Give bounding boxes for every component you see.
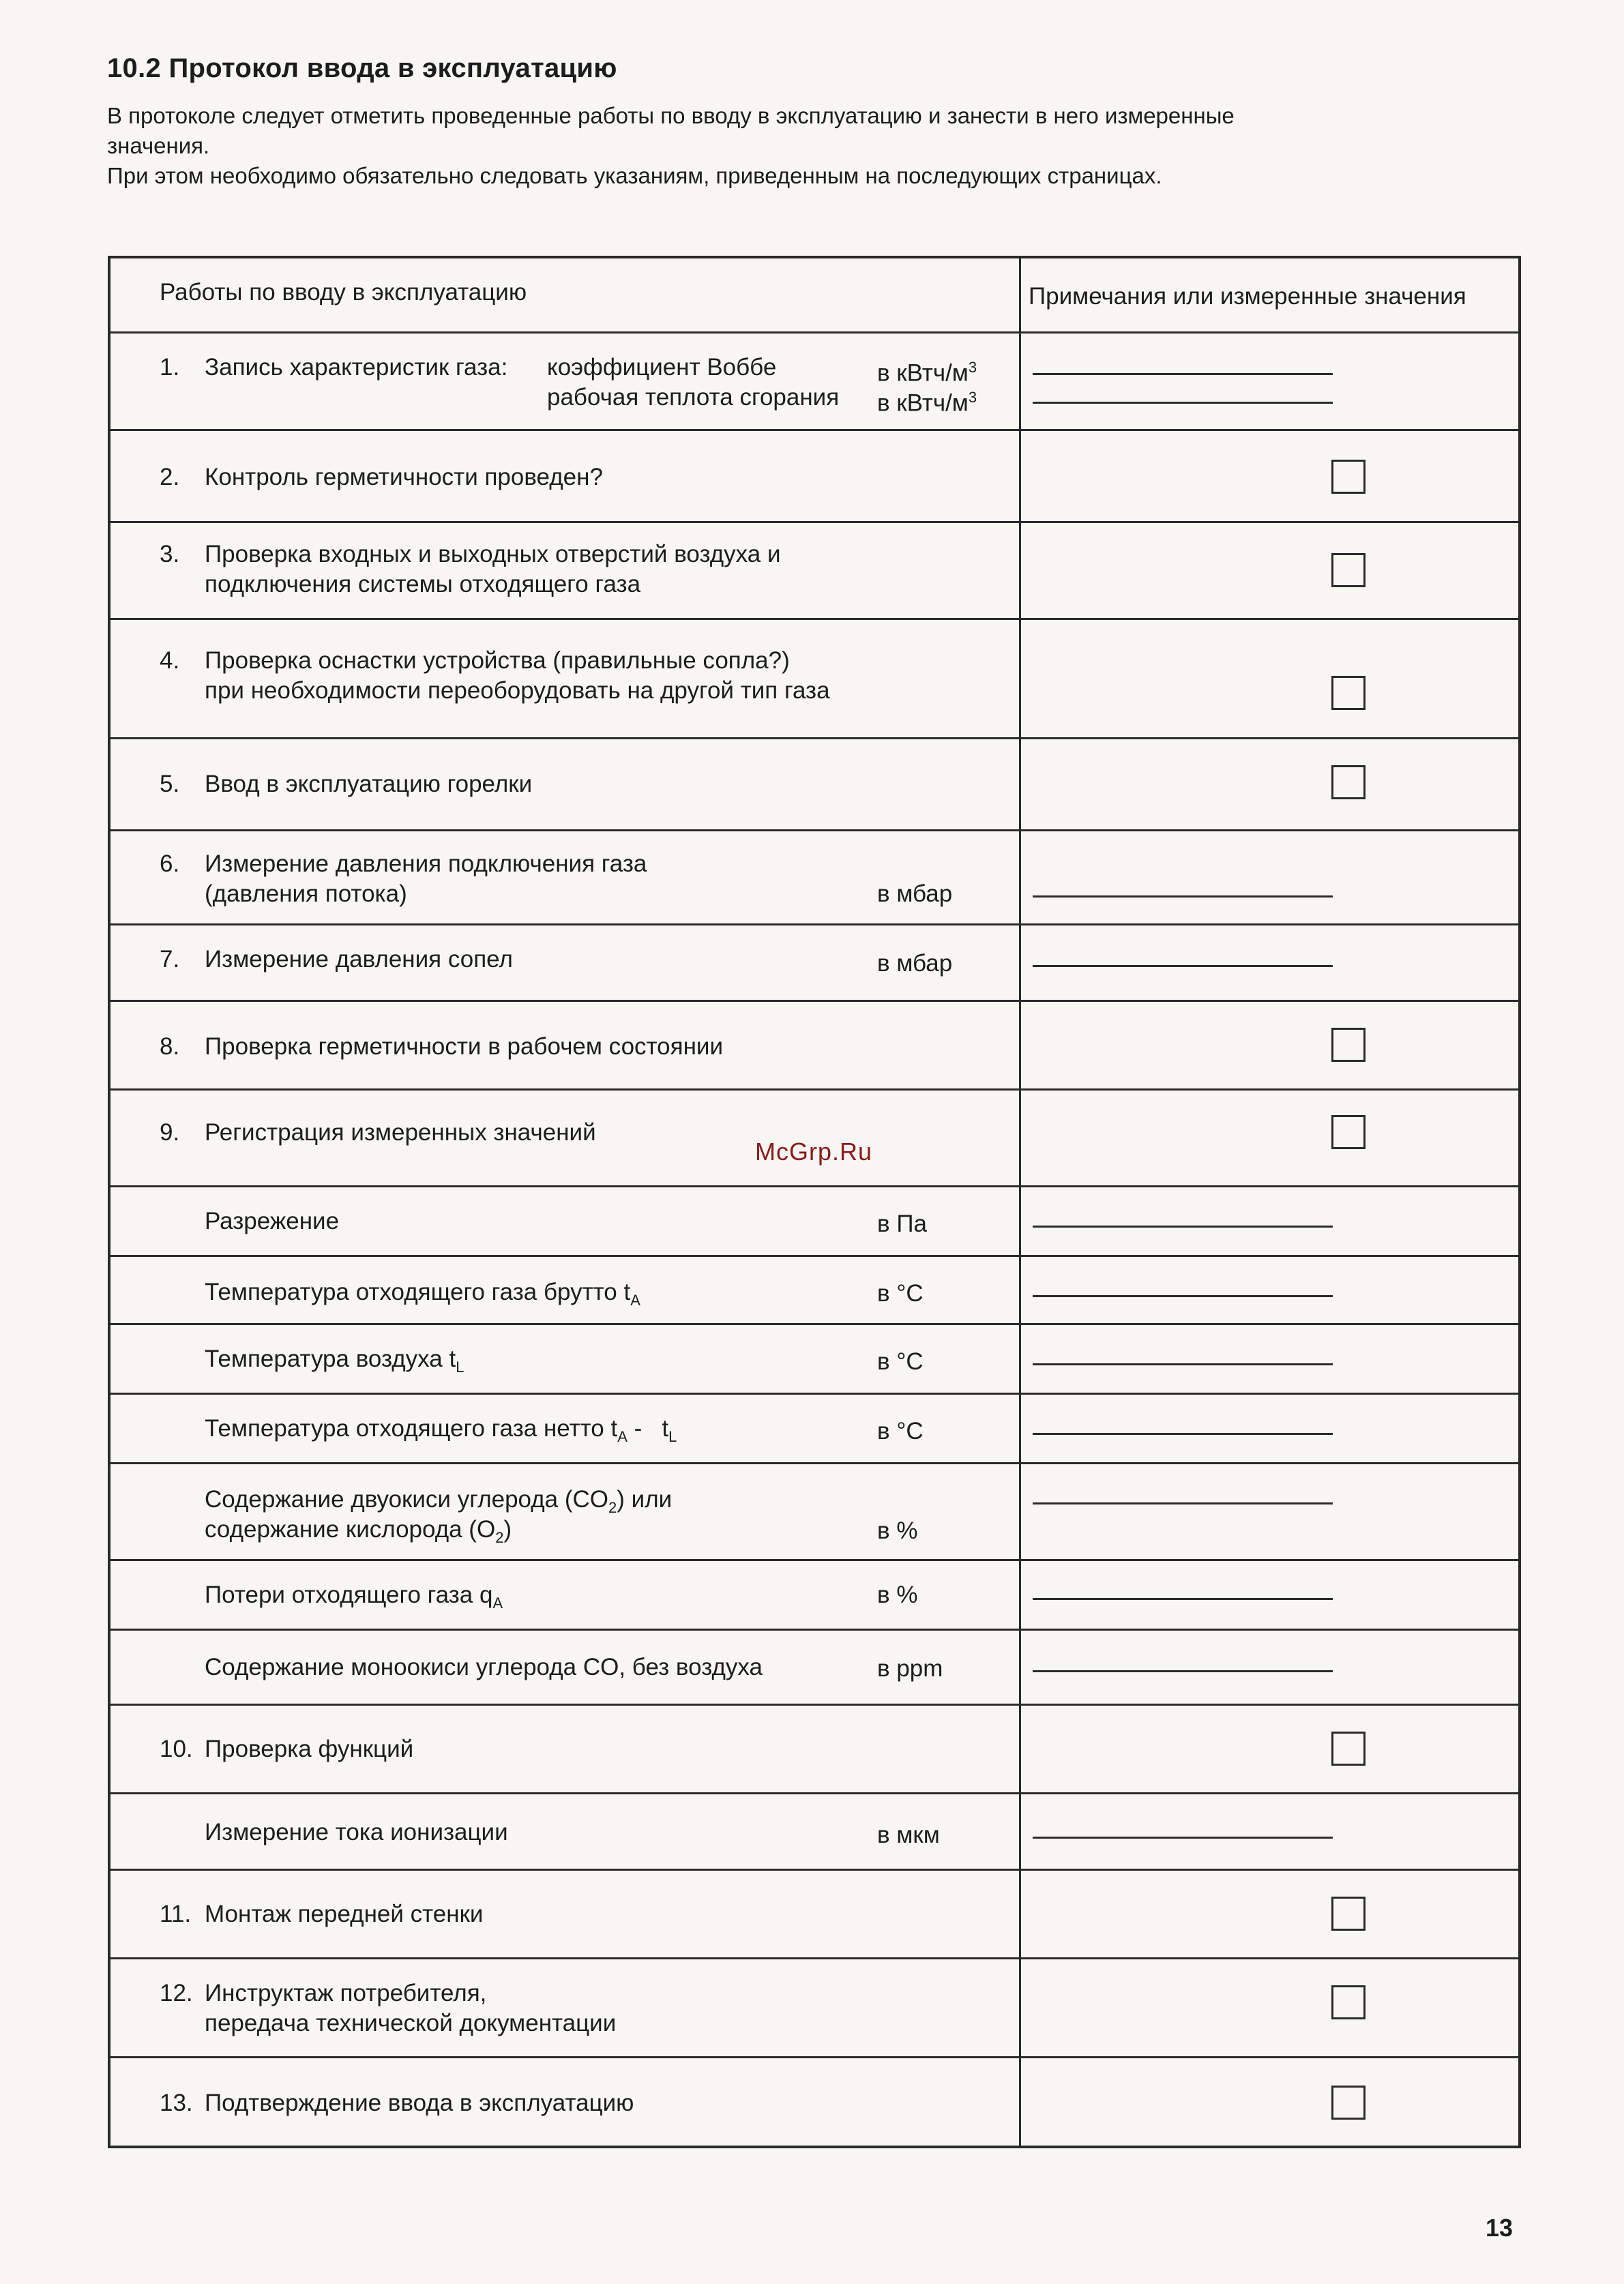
row-11 [110,1871,1518,1959]
header-notes: Примечания или измеренные значения [1029,283,1466,310]
value-input-line[interactable] [1033,1295,1333,1297]
row-number: 8. [160,1033,180,1060]
row-text: Содержание двуокиси углерода $(CO_2)$ или [205,1486,673,1516]
row-number: 13. [160,2090,193,2116]
row-9-flue-gross [110,1257,1518,1325]
checkbox[interactable] [1331,553,1365,587]
row-label: Запись характеристик газа: [205,354,508,381]
intro-line-3: При этом необходимо обязательно следовать указаниям, приведенным на последующих страницах. [107,163,1162,188]
row-text: Контроль герметичности проведен? [205,464,603,490]
row-6 [110,831,1518,925]
row-text: Инструктаж потребителя, [205,1980,487,2006]
row-number: 11. [160,1901,192,1927]
row-text: Измерение давления сопел [205,946,513,973]
row-text: Содержание моноокиси углерода CO, без воздуха [205,1654,763,1680]
intro-line-2: значения. [107,133,210,158]
value-input-line[interactable] [1033,1502,1333,1504]
row-number: 1. [160,354,180,381]
row-9-flue-loss [110,1561,1518,1631]
checkbox[interactable] [1331,2086,1365,2120]
row-7 [110,925,1518,1002]
value-input-line[interactable] [1033,1433,1333,1435]
row-text: Измерение давления подключения газа [205,850,647,877]
unit: в мкм [877,1822,940,1848]
page-number: 13 [1486,2214,1514,2242]
unit: в % [877,1582,918,1608]
value-input-line[interactable] [1033,1837,1333,1839]
checkbox[interactable] [1331,1897,1365,1931]
row-text: Температура воздуха $t_L$ [205,1346,464,1376]
row-number: 12. [160,1980,193,2006]
row-text: содержание кислорода $(O_2)$ [205,1516,512,1546]
unit: в °C [877,1280,924,1307]
unit: в кВтч/$м^3$ [877,389,977,417]
heat-value-input-line[interactable] [1033,402,1333,404]
row-5 [110,739,1518,831]
value-input-line[interactable] [1033,1670,1333,1672]
commissioning-protocol-table [108,256,1521,2148]
row-text: Измерение тока ионизации [205,1819,508,1845]
unit: в °C [877,1348,924,1375]
row-10 [110,1706,1518,1794]
row-9-draft [110,1187,1518,1257]
row-12 [110,1959,1518,2058]
row-number: 10. [160,1736,193,1762]
row-number: 5. [160,771,180,797]
unit: в кВтч/$м^3$ [877,359,977,387]
row-text: Температура отходящего газа брутто $t_A$ [205,1279,640,1309]
table-header [110,258,1518,333]
row-10-ionization [110,1794,1518,1871]
row-number: 4. [160,647,180,674]
unit: в мбар [877,880,953,907]
checkbox[interactable] [1331,1732,1365,1766]
row-9-co2-o2 [110,1464,1518,1561]
heat-value-label: рабочая теплота сгорания [547,384,840,411]
row-text: Потери отходящего газа $q_A$ [205,1582,503,1612]
value-input-line[interactable] [1033,1363,1333,1365]
row-1 [110,333,1518,431]
row-text: Разрежение [205,1208,340,1234]
checkbox[interactable] [1331,676,1365,710]
value-input-line[interactable] [1033,895,1333,898]
header-works: Работы по вводу в эксплуатацию [160,279,527,306]
row-number: 6. [160,850,180,877]
row-number: 7. [160,946,180,973]
row-9-co [110,1631,1518,1706]
row-8 [110,1002,1518,1091]
value-input-line[interactable] [1033,1226,1333,1228]
checkbox[interactable] [1331,1028,1365,1062]
row-text: подключения системы отходящего газа [205,571,641,597]
unit: в Па [877,1211,927,1237]
row-text: Монтаж передней стенки [205,1901,484,1927]
wobbe-input-line[interactable] [1033,373,1333,375]
wobbe-label: коэффициент Воббе [547,354,777,381]
unit: в °C [877,1418,924,1444]
checkbox[interactable] [1331,765,1365,799]
row-13 [110,2058,1518,2148]
row-2 [110,431,1518,523]
unit: в мбар [877,950,953,977]
intro-line-1: В протоколе следует отметить проведенные работы по вводу в эксплуатацию и занести в него измеренные [107,103,1235,128]
row-3 [110,523,1518,620]
row-9-air-temp [110,1325,1518,1395]
row-4 [110,620,1518,739]
watermark: McGrp.Ru [755,1138,873,1166]
row-text: передача технической документации [205,2010,617,2036]
row-text: Проверка оснастки устройства (правильные сопла?) [205,647,790,674]
checkbox[interactable] [1331,1985,1365,2019]
row-number: 3. [160,541,180,567]
value-input-line[interactable] [1033,1598,1333,1600]
value-input-line[interactable] [1033,965,1333,967]
row-text: при необходимости переоборудовать на другой тип газа [205,677,830,704]
row-9-flue-net [110,1395,1518,1464]
intro-text [107,101,1471,191]
row-text: Регистрация измеренных значений [205,1119,596,1146]
row-number: 9. [160,1119,180,1146]
checkbox[interactable] [1331,460,1365,494]
row-text: (давления потока) [205,880,407,907]
row-text: Ввод в эксплуатацию горелки [205,771,533,797]
unit: в % [877,1517,918,1544]
row-text: Подтверждение ввода в эксплуатацию [205,2090,634,2116]
row-text: Проверка функций [205,1736,414,1762]
row-text: Проверка герметичности в рабочем состоянии [205,1033,724,1060]
row-number: 2. [160,464,180,490]
section-heading: 10.2 Протокол ввода в эксплуатацию [107,53,617,83]
row-text: Проверка входных и выходных отверстий воздуха и [205,541,781,567]
unit: в ppm [877,1655,943,1682]
row-text: Температура отходящего газа нетто $t_A - t_L$ [205,1415,677,1445]
checkbox[interactable] [1331,1115,1365,1149]
